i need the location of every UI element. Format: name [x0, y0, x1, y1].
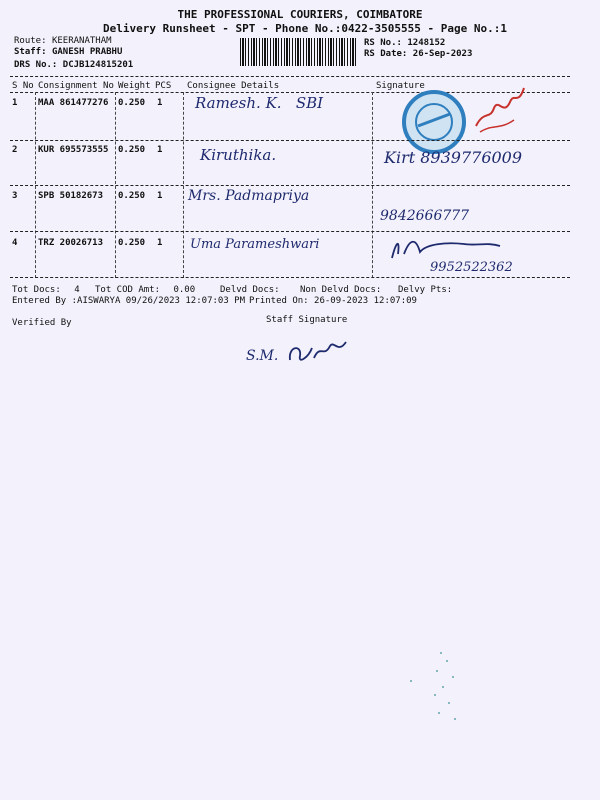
- drs-label: DRS No.:: [14, 60, 58, 70]
- row-sno: 4: [12, 238, 18, 248]
- entered-by: Entered By :AISWARYA 09/26/2023 12:07:03 PM: [12, 296, 245, 306]
- row-rule: [10, 185, 570, 186]
- row-pcs: 1: [157, 191, 163, 201]
- row-consignment: KUR 695573555: [38, 145, 109, 155]
- route-label: Route:: [14, 36, 47, 46]
- row-signature-handwriting: 9952522362: [430, 260, 513, 275]
- staff-value: GANESH PRABHU: [51, 47, 123, 57]
- staff-line: [14, 47, 122, 57]
- signature-scribble: [386, 232, 506, 262]
- staff-label: Staff:: [14, 47, 47, 57]
- rs-no-line: [364, 38, 445, 48]
- row-rule: [10, 140, 570, 141]
- row-pcs: 1: [157, 238, 163, 248]
- row-consignment: SPB 50182673: [38, 191, 104, 201]
- row-sno: 1: [12, 98, 18, 108]
- row-signature-handwriting: 9842666777: [380, 208, 470, 224]
- route-value: KEERANATHAM: [51, 36, 112, 46]
- runsheet-subtitle: Delivery Runsheet - SPT - Phone No.:0422-3505555 - Page No.:1: [103, 22, 507, 35]
- staff-sign-text: S.M.: [246, 348, 279, 364]
- delvd-docs-label: Delvd Docs:: [220, 285, 280, 295]
- row-signature-handwriting: Kirt 8939776009: [384, 148, 523, 167]
- delvy-pts-label: Delvy Pts:: [398, 285, 453, 295]
- tot-docs-value: 4: [74, 285, 80, 295]
- cod-value: 0.00: [173, 285, 196, 295]
- row-consignment: MAA 861477276: [38, 98, 109, 108]
- row-weight: 0.250: [118, 145, 146, 155]
- non-delvd-docs-label: Non Delvd Docs:: [300, 285, 382, 295]
- red-signature-scribble: [470, 80, 530, 140]
- row-sno: 3: [12, 191, 18, 201]
- cod-label: Tot COD Amt:: [95, 285, 161, 295]
- table-bottom-rule: [10, 277, 570, 278]
- rs-no-value: 1248152: [407, 38, 446, 48]
- row-sno: 2: [12, 145, 18, 155]
- barcode: [240, 38, 356, 66]
- row-consignee-handwriting: Mrs. Padmapriya: [188, 188, 310, 204]
- row-consignee-handwriting: Ramesh. K. SBI: [195, 94, 324, 112]
- row-consignment: TRZ 20026713: [38, 238, 104, 248]
- rs-date-label: RS Date:: [364, 49, 408, 59]
- company-title: THE PROFESSIONAL COURIERS, COIMBATORE: [177, 8, 423, 21]
- route-line: [14, 36, 112, 46]
- row-pcs: 1: [157, 145, 163, 155]
- row-weight: 0.250: [118, 98, 146, 108]
- printed-on: Printed On: 26-09-2023 12:07:09: [249, 296, 417, 306]
- drs-value: DCJB124815201: [62, 60, 134, 70]
- col-pcs: PCS: [155, 81, 172, 91]
- cod-amt: [95, 285, 195, 295]
- row-consignee-handwriting: Uma Parameshwari: [190, 237, 320, 252]
- verified-by-label: Verified By: [12, 318, 72, 328]
- row-weight: 0.250: [118, 238, 146, 248]
- staff-signature-scribble: [284, 336, 354, 366]
- col-consignment: Consignment No: [38, 81, 114, 91]
- tot-docs-label: Tot Docs:: [12, 285, 61, 295]
- rs-date-line: [364, 49, 472, 59]
- rs-no-label: RS No.:: [364, 38, 402, 48]
- col-consignee: Consignee Details: [187, 81, 280, 91]
- drs-line: [14, 60, 133, 70]
- row-pcs: 1: [157, 98, 163, 108]
- tot-docs: [12, 285, 80, 295]
- rs-date-value: 26-Sep-2023: [412, 49, 473, 59]
- col-signature: Signature: [376, 81, 425, 91]
- col-sno: S No: [12, 81, 34, 91]
- col-weight: Weight: [118, 81, 151, 91]
- table-top-rule: [10, 76, 570, 77]
- row-consignee-handwriting: Kiruthika.: [200, 146, 277, 164]
- row-weight: 0.250: [118, 191, 146, 201]
- staff-signature-label: Staff Signature: [266, 315, 348, 325]
